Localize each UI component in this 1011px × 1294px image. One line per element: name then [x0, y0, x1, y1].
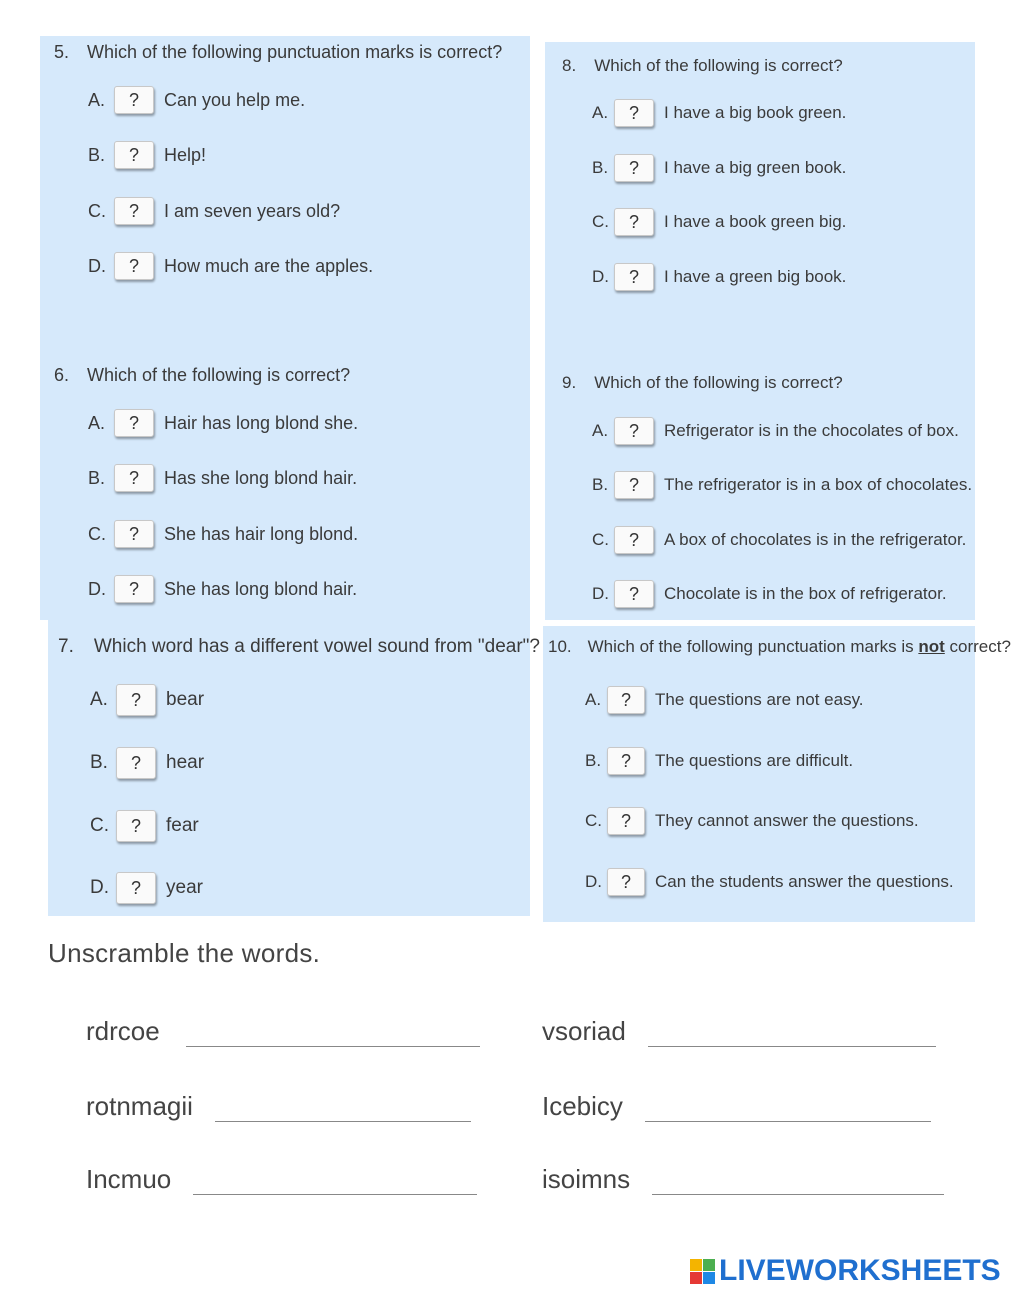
- option-letter: A.: [592, 421, 609, 440]
- question-10-title: [548, 637, 1011, 657]
- option-text: I have a book green big.: [664, 212, 847, 231]
- option-letter: A.: [88, 89, 106, 110]
- answer-drop-box[interactable]: ?: [114, 141, 154, 169]
- option-letter: D.: [592, 267, 609, 286]
- question-7-title: [58, 636, 540, 658]
- logo-tile: [703, 1272, 715, 1284]
- unscramble-row: [542, 1016, 936, 1047]
- option-text: Has she long blond hair.: [164, 467, 358, 488]
- answer-drop-box[interactable]: ?: [116, 810, 156, 842]
- question-9-option-b: [592, 469, 972, 501]
- answer-drop-box[interactable]: ?: [607, 807, 645, 835]
- option-letter: D.: [585, 872, 602, 891]
- question-9-title: [562, 373, 843, 393]
- question-text: Which of the following is correct?: [594, 373, 843, 392]
- answer-drop-box[interactable]: ?: [607, 686, 645, 714]
- question-9-option-d: [592, 578, 947, 610]
- question-10-option-c: [585, 805, 919, 837]
- question-8-title: [562, 56, 843, 76]
- unscramble-row: [542, 1091, 931, 1122]
- answer-drop-box[interactable]: ?: [114, 409, 154, 437]
- liveworksheets-logo: [690, 1254, 1001, 1288]
- option-letter: D.: [88, 255, 106, 276]
- option-text: fear: [166, 815, 199, 836]
- question-7-option-c: [90, 810, 199, 842]
- option-letter: B.: [90, 752, 108, 773]
- option-text: Chocolate is in the box of refrigerator.: [664, 584, 947, 603]
- option-text: hear: [166, 752, 205, 773]
- option-letter: D.: [88, 578, 106, 599]
- logo-text: LIVEWORKSHEETS: [719, 1254, 1001, 1287]
- question-8-option-a: [592, 97, 846, 129]
- option-letter: A.: [585, 690, 602, 709]
- answer-line[interactable]: [645, 1119, 931, 1122]
- question-10-option-d: [585, 866, 954, 898]
- answer-drop-box[interactable]: ?: [614, 580, 654, 608]
- option-text: She has long blond hair.: [164, 578, 358, 599]
- question-text: Which of the following punctuation marks is correct?: [87, 42, 503, 62]
- question-7-option-b: [90, 747, 204, 779]
- scrambled-word: rdrcoe: [86, 1016, 160, 1046]
- scrambled-word: Incmuo: [86, 1164, 172, 1194]
- option-text: They cannot answer the questions.: [655, 811, 919, 830]
- answer-drop-box[interactable]: ?: [607, 868, 645, 896]
- question-emphasis: not: [918, 637, 945, 656]
- option-text: I have a green big book.: [664, 267, 847, 286]
- scrambled-word: isoimns: [542, 1164, 631, 1194]
- question-number: 10.: [548, 637, 572, 656]
- option-text: Can the students answer the questions.: [655, 872, 954, 891]
- option-letter: C.: [592, 530, 609, 549]
- option-text: I have a big green book.: [664, 158, 847, 177]
- option-text: year: [166, 877, 203, 898]
- option-letter: C.: [88, 200, 106, 221]
- question-9-option-c: [592, 524, 966, 556]
- option-text: The questions are difficult.: [655, 751, 854, 770]
- option-letter: C.: [585, 811, 602, 830]
- question-6-option-c: [88, 518, 358, 550]
- answer-drop-box[interactable]: ?: [114, 575, 154, 603]
- answer-drop-box[interactable]: ?: [116, 872, 156, 904]
- answer-line[interactable]: [215, 1119, 471, 1122]
- option-letter: B.: [88, 467, 106, 488]
- option-text: Hair has long blond she.: [164, 412, 359, 433]
- question-5-title: [54, 42, 502, 63]
- question-8-option-b: [592, 152, 846, 184]
- question-7-option-d: [90, 872, 203, 904]
- option-text: I am seven years old?: [164, 200, 341, 221]
- option-text: The questions are not easy.: [655, 690, 864, 709]
- option-letter: A.: [90, 689, 108, 710]
- answer-drop-box[interactable]: ?: [116, 684, 156, 716]
- option-text: Refrigerator is in the chocolates of box.: [664, 421, 959, 440]
- option-letter: D.: [592, 584, 609, 603]
- question-7-option-a: [90, 684, 204, 716]
- logo-tile: [690, 1272, 702, 1284]
- option-text: The refrigerator is in a box of chocolates.: [664, 475, 973, 494]
- question-10-option-b: [585, 745, 853, 777]
- question-8-option-d: [592, 261, 846, 293]
- answer-drop-box[interactable]: ?: [614, 263, 654, 291]
- logo-tile: [703, 1259, 715, 1271]
- question-5-option-a: [88, 84, 305, 116]
- question-number: 9.: [562, 373, 577, 392]
- question-text: Which word has a different vowel sound from "dear"?: [93, 636, 540, 657]
- answer-line[interactable]: [648, 1044, 936, 1047]
- option-text: A box of chocolates is in the refrigerator.: [664, 530, 967, 549]
- answer-drop-box[interactable]: ?: [607, 747, 645, 775]
- unscramble-row: [86, 1164, 477, 1195]
- unscramble-row: [542, 1164, 944, 1195]
- option-letter: B.: [592, 475, 609, 494]
- option-letter: B.: [592, 158, 609, 177]
- option-letter: A.: [88, 412, 106, 433]
- question-text-part: correct?: [944, 637, 1011, 656]
- option-letter: A.: [592, 103, 609, 122]
- answer-drop-box[interactable]: ?: [614, 154, 654, 182]
- answer-line[interactable]: [186, 1044, 480, 1047]
- question-number: 5.: [54, 42, 70, 62]
- answer-drop-box[interactable]: ?: [114, 197, 154, 225]
- option-letter: D.: [90, 877, 109, 898]
- answer-drop-box[interactable]: ?: [114, 86, 154, 114]
- answer-drop-box[interactable]: ?: [614, 99, 654, 127]
- option-letter: B.: [88, 144, 106, 165]
- option-text: She has hair long blond.: [164, 523, 359, 544]
- unscramble-row: [86, 1016, 480, 1047]
- question-6-option-d: [88, 573, 357, 605]
- unscramble-row: [86, 1091, 471, 1122]
- answer-drop-box[interactable]: ?: [614, 417, 654, 445]
- option-letter: C.: [90, 815, 109, 836]
- option-letter: B.: [585, 751, 602, 770]
- answer-drop-box[interactable]: ?: [114, 252, 154, 280]
- logo-tile: [690, 1259, 702, 1271]
- option-letter: C.: [88, 523, 106, 544]
- question-text: Which of the following is correct?: [594, 56, 843, 75]
- answer-drop-box[interactable]: ?: [114, 464, 154, 492]
- answer-drop-box[interactable]: ?: [116, 747, 156, 779]
- option-letter: C.: [592, 212, 609, 231]
- answer-line[interactable]: [652, 1192, 944, 1195]
- question-9-option-a: [592, 415, 959, 447]
- answer-line[interactable]: [193, 1192, 477, 1195]
- answer-drop-box[interactable]: ?: [614, 526, 654, 554]
- question-6-title: [54, 365, 350, 386]
- answer-drop-box[interactable]: ?: [614, 208, 654, 236]
- option-text: bear: [166, 689, 205, 710]
- scrambled-word: rotnmagii: [86, 1091, 193, 1121]
- scrambled-word: Icebicy: [542, 1091, 623, 1121]
- scrambled-word: vsoriad: [542, 1016, 626, 1046]
- unscramble-heading: Unscramble the words.: [48, 938, 321, 968]
- option-text: Help!: [164, 144, 207, 165]
- option-text: How much are the apples.: [164, 255, 374, 276]
- answer-drop-box[interactable]: ?: [614, 471, 654, 499]
- option-text: I have a big book green.: [664, 103, 847, 122]
- question-6-option-a: [88, 407, 358, 439]
- question-text-part: Which of the following punctuation marks is: [587, 637, 919, 656]
- question-6-option-b: [88, 462, 357, 494]
- question-number: 8.: [562, 56, 577, 75]
- option-text: Can you help me.: [164, 89, 306, 110]
- logo-mark-icon: [690, 1259, 715, 1284]
- answer-drop-box[interactable]: ?: [114, 520, 154, 548]
- question-5-option-c: [88, 195, 340, 227]
- question-text: Which of the following is correct?: [87, 365, 351, 385]
- question-5-option-d: [88, 250, 373, 282]
- question-8-option-c: [592, 206, 846, 238]
- question-number: 6.: [54, 365, 70, 385]
- question-number: 7.: [58, 636, 74, 657]
- question-10-option-a: [585, 684, 864, 716]
- question-5-option-b: [88, 139, 206, 171]
